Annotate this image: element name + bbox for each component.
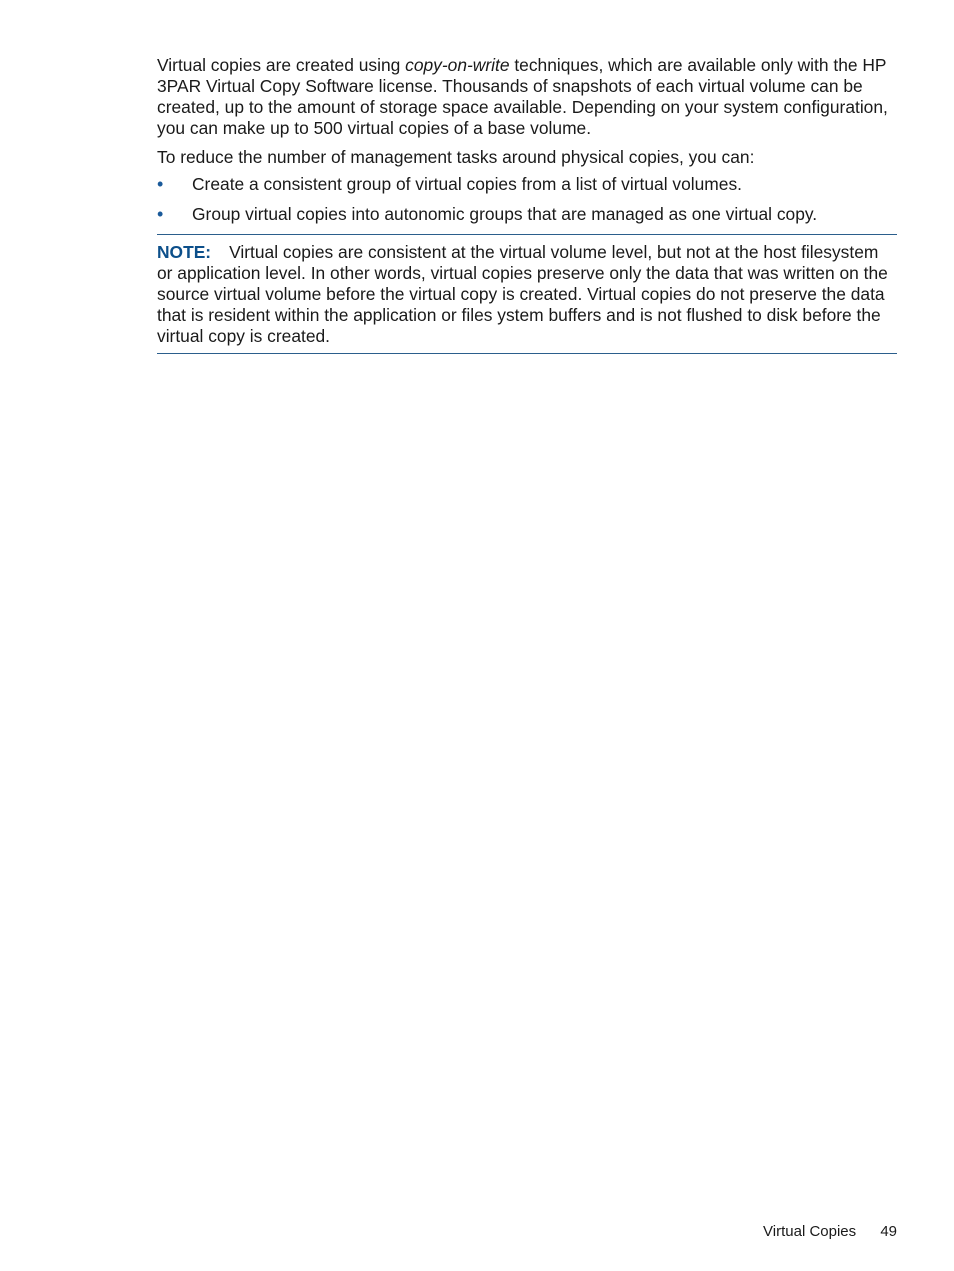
list-item [157, 174, 897, 195]
intro-text-start: Virtual copies are created using [157, 55, 406, 75]
page-footer [763, 1223, 897, 1240]
list-item-text: Group virtual copies into autonomic groups that are managed as one virtual copy. [192, 204, 818, 224]
note-label: NOTE: [157, 242, 212, 262]
intro-term: copy-on-write [405, 55, 510, 75]
list-item-text: Create a consistent group of virtual copies from a list of virtual volumes. [192, 174, 742, 194]
intro-text-end: techniques, which are available only with the HP 3PAR Virtual Copy Software license. Thousands of snapshots of each virtual volume can be created, up to the amount of storage space available. Depending on your system configuration, you can make up to 500 virtual copies of a base volume. [157, 55, 888, 138]
note-box [157, 234, 897, 354]
page-number: 49 [880, 1223, 897, 1240]
bullet-list [157, 174, 897, 225]
page-content [157, 55, 897, 354]
bullet-icon: • [157, 204, 164, 224]
note-text: Virtual copies are consistent at the virtual volume level, but not at the host filesystem or application level. In other words, virtual copies preserve only the data that was written on the source virtual volume before the virtual copy is created. Virtual copies do not preserve the data that is resident within the application or files ystem buffers and is not flushed to disk before the virtual copy is created. [157, 242, 888, 346]
lead-in-paragraph: To reduce the number of management tasks around physical copies, you can: [157, 147, 755, 167]
bullet-icon: • [157, 174, 164, 194]
list-item [157, 204, 897, 225]
footer-section-name: Virtual Copies [763, 1223, 857, 1240]
intro-paragraph [157, 55, 897, 139]
